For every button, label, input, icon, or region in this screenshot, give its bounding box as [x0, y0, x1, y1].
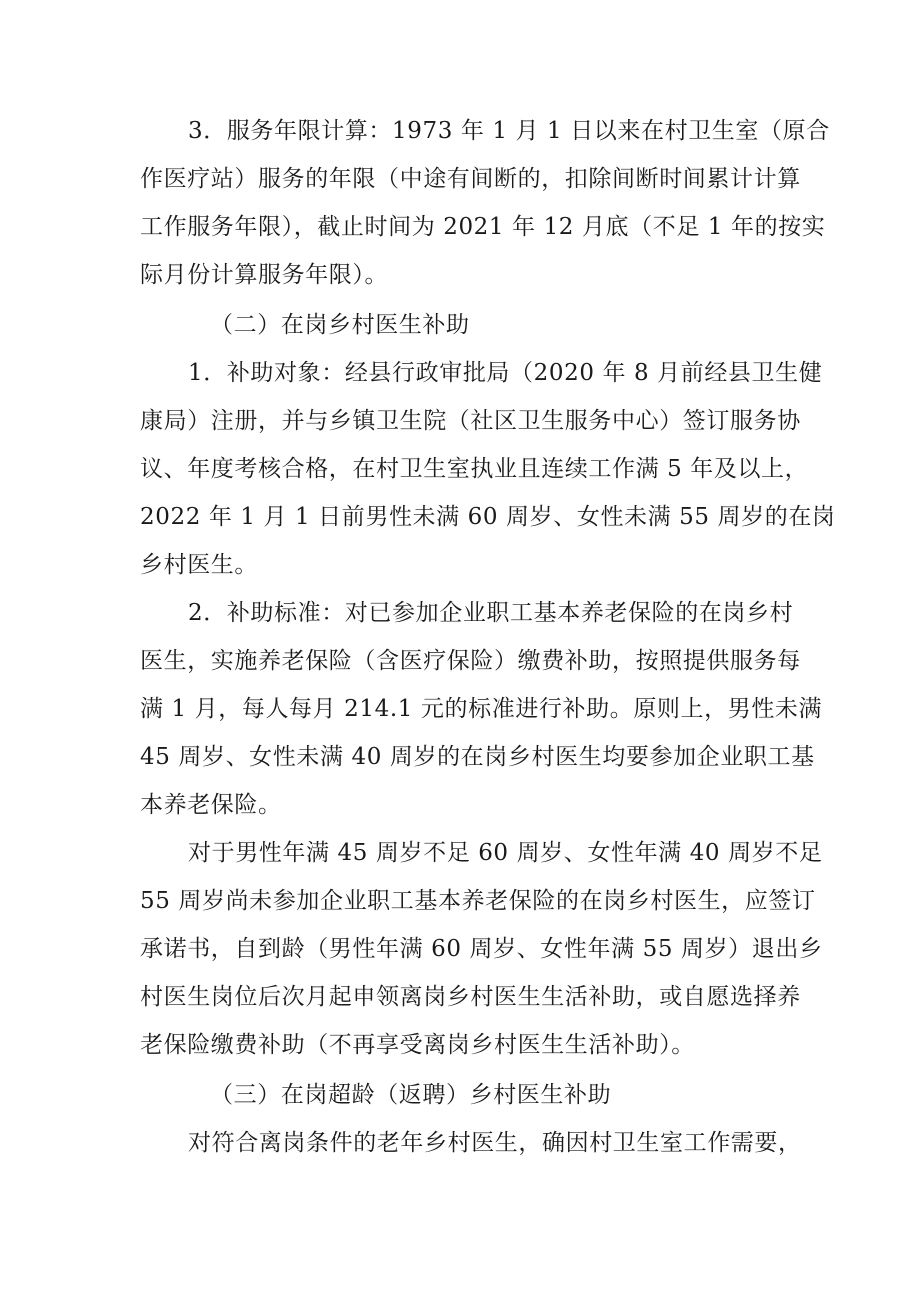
paragraph-service-years-line-3: 工作服务年限），截止时间为 2021 年 12 月底（不足 1 年的按实: [140, 214, 826, 240]
paragraph-subsidy-target-line-1: 1．补助对象：经县行政审批局（2020 年 8 月前经县卫生健: [188, 360, 823, 386]
paragraph-rehire-line-1: 对符合离岗条件的老年乡村医生，确因村卫生室工作需要，: [188, 1130, 802, 1156]
paragraph-age-rule-line-5: 老保险缴费补助（不再享受离岗乡村医生生活补助）。: [140, 1032, 695, 1058]
section-heading-2: （二）在岗乡村医生补助: [210, 312, 470, 338]
section-heading-3: （三）在岗超龄（返聘）乡村医生补助: [210, 1082, 612, 1108]
paragraph-age-rule-line-2: 55 周岁尚未参加企业职工基本养老保险的在岗乡村医生，应签订: [140, 888, 816, 914]
paragraph-service-years-line-1: 3．服务年限计算：1973 年 1 月 1 日以来在村卫生室（原合: [188, 118, 830, 144]
paragraph-age-rule-line-3: 承诺书，自到龄（男性年满 60 周岁、女性年满 55 周岁）退出乡: [140, 936, 823, 962]
paragraph-subsidy-standard-line-3: 满 1 月，每人每月 214.1 元的标准进行补助。原则上，男性未满: [140, 696, 823, 722]
paragraph-service-years-line-4: 际月份计算服务年限）。: [140, 262, 389, 288]
paragraph-subsidy-target-line-2: 康局）注册，并与乡镇卫生院（社区卫生服务中心）签订服务协: [140, 408, 801, 434]
paragraph-subsidy-target-line-4: 2022 年 1 月 1 日前男性未满 60 周岁、女性未满 55 周岁的在岗: [140, 504, 836, 530]
paragraph-subsidy-standard-line-4: 45 周岁、女性未满 40 周岁的在岗乡村医生均要参加企业职工基: [140, 744, 815, 770]
paragraph-subsidy-standard-line-2: 医生，实施养老保险（含医疗保险）缴费补助，按照提供服务每: [140, 648, 801, 674]
paragraph-subsidy-target-line-3: 议、年度考核合格，在村卫生室执业且连续工作满 5 年及以上，: [140, 456, 809, 482]
paragraph-subsidy-standard-line-1: 2．补助标准：对已参加企业职工基本养老保险的在岗乡村: [188, 600, 794, 626]
paragraph-subsidy-target-line-5: 乡村医生。: [140, 552, 258, 578]
paragraph-age-rule-line-4: 村医生岗位后次月起申领离岗乡村医生生活补助，或自愿选择养: [140, 984, 801, 1010]
paragraph-service-years-line-2: 作医疗站）服务的年限（中途有间断的，扣除间断时间累计计算: [140, 166, 801, 192]
paragraph-subsidy-standard-line-5: 本养老保险。: [140, 792, 282, 818]
paragraph-age-rule-line-1: 对于男性年满 45 周岁不足 60 周岁、女性年满 40 周岁不足: [188, 840, 823, 866]
